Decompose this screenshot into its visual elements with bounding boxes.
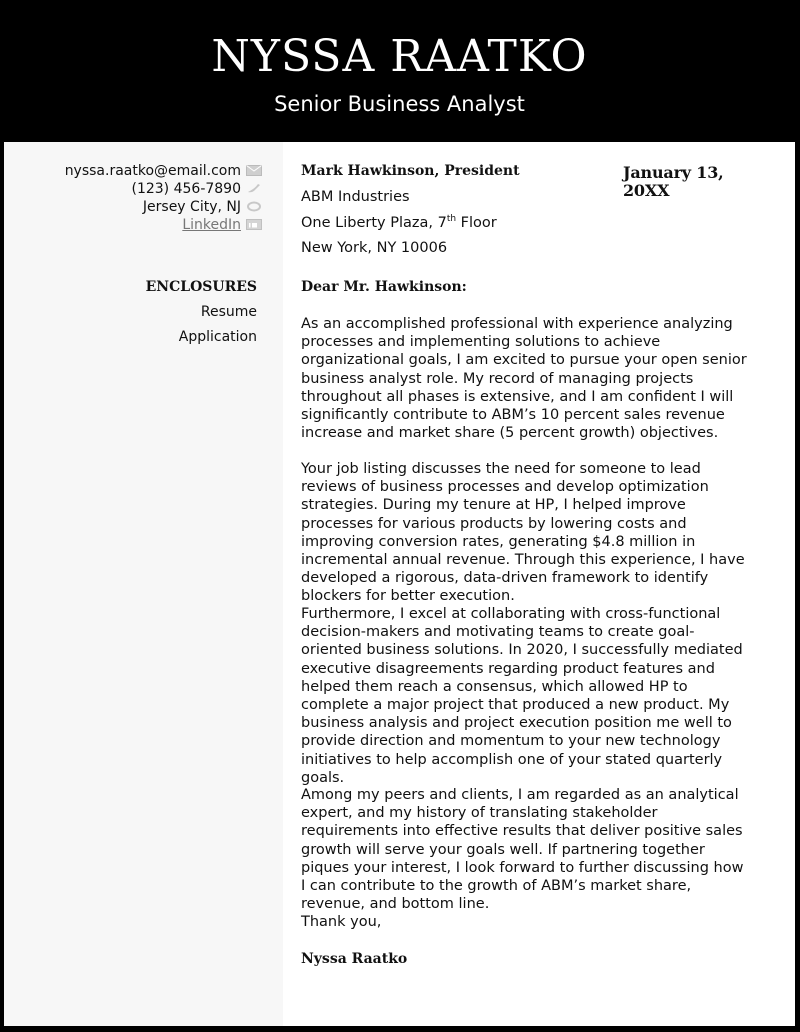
email-icon [245,165,263,177]
contact-email [65,162,263,180]
recipient-address-line2: New York, NY 10006 [301,240,448,256]
linkedin-link[interactable]: LinkedIn [182,217,241,233]
location-text: Jersey City, NJ [142,199,241,215]
phone-text: (123) 456-7890 [131,181,241,197]
letter-date: January 13, 20XX [623,163,724,201]
linkedin-icon [245,219,263,231]
recipient-name: Mark Hawkinson, President [301,163,520,179]
location-icon [245,201,263,213]
email-text: nyssa.raatko@email.com [64,163,241,179]
contact-phone [132,180,264,198]
phone-icon [245,183,263,195]
sidebar [4,142,283,1026]
applicant-name: NYSSA RAATKO [211,31,588,82]
contact-location [143,198,263,216]
applicant-title: Senior Business Analyst [274,92,525,116]
enclosure-item: Application [178,329,257,345]
signature: Nyssa Raatko [301,951,408,967]
letter-paragraph: As an accomplished professional with experience analyzing processes and implementing solutions to achieve organizational goals, I am excited to pursue your open senior business analyst role. My record of managing projects throughout all phases is extensive, and I am confident I will significantly contribute to ABM’s 10 percent sales revenue increase and market share (5 percent growth) objectives. [301,316,747,442]
closing: Thank you, [301,914,382,930]
recipient-company: ABM Industries [301,189,410,205]
header-banner [4,4,795,142]
cover-letter-page [4,4,795,1026]
enclosure-item: Resume [200,304,257,320]
letter-paragraph: Among my peers and clients, I am regarded as an analytical expert, and my history of translating stakeholder requirements into effective results that deliver positive sales growth will serve your goals well. If partnering together piques your interest, I look forward to further discussing how I can contribute to the growth of ABM’s market share, revenue, and bottom line. [301,787,744,913]
recipient-address-line1: One Liberty Plaza, 7th Floor [301,214,497,231]
contact-linkedin [182,216,263,234]
salutation: Dear Mr. Hawkinson: [301,279,467,295]
enclosures-heading: ENCLOSURES [145,279,257,295]
letter-paragraph: Your job listing discusses the need for someone to lead reviews of business processes and develop optimization strategies. During my tenure at HP, I helped improve processes for various products by lowering costs and improving conversion rates, generating $4.8 million in incremental annual revenue. Through this experience, I have developed a rigorous, data-driven framework to identify blockers for better execution. [301,461,745,605]
letter-paragraph: Furthermore, I excel at collaborating with cross-functional decision-makers and motivating teams to create goal-oriented business solutions. In 2020, I successfully mediated executive disagreements regarding product features and helped them reach a consensus, which allowed HP to complete a major project that produced a new product. My business analysis and project execution position me well to provide direction and momentum to your new technology initiatives to help accomplish one of your stated quarterly goals. [301,606,743,786]
